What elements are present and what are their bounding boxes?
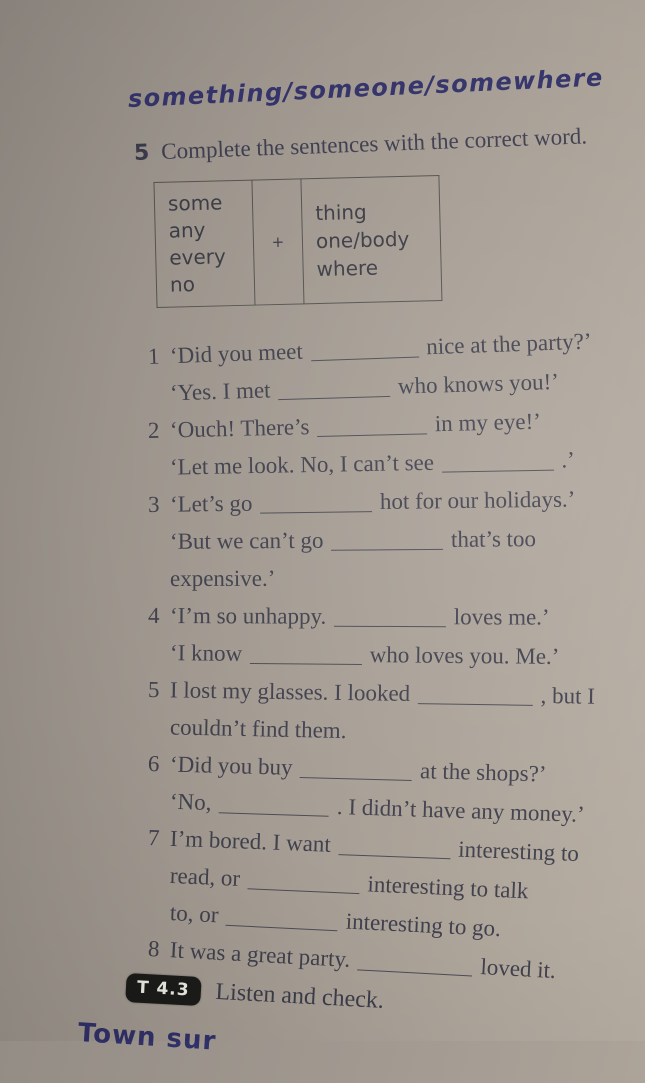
- answer-blank: [278, 381, 390, 400]
- suffix-where: where: [316, 255, 379, 282]
- item-number: 2: [147, 417, 160, 443]
- text-fragment: in my eye!’: [428, 408, 542, 437]
- text-fragment: at the shops?’: [413, 758, 547, 787]
- item-number: [148, 523, 170, 560]
- exercise-instruction-row: [134, 122, 631, 166]
- text-fragment: I’m bored. I want: [169, 825, 338, 858]
- answer-blank: [260, 496, 372, 513]
- text-fragment: ‘Ouch! There’s: [169, 414, 316, 443]
- suffix-one-body: one/body: [315, 226, 410, 254]
- text-fragment: ‘Yes. I met: [169, 377, 277, 406]
- sentence-text: [170, 440, 631, 485]
- sentence-line: [148, 634, 630, 676]
- item-number: [148, 634, 170, 671]
- text-fragment: couldn’t find them.: [169, 714, 347, 744]
- answer-blank: [300, 762, 412, 781]
- prefix-no: no: [169, 272, 196, 297]
- listen-check-instruction: Listen and check.: [214, 978, 385, 1014]
- audio-track-badge: T 4.3: [125, 973, 201, 1006]
- suffix-thing: thing: [314, 199, 367, 226]
- answer-blank: [226, 910, 339, 931]
- sentence-text: [170, 597, 630, 636]
- text-fragment: expensive.’: [169, 565, 276, 591]
- answer-blank: [338, 839, 451, 859]
- sentence-line: [148, 597, 630, 636]
- text-fragment: loved it.: [474, 953, 557, 984]
- text-fragment: .’: [555, 447, 576, 473]
- answer-blank: [331, 534, 443, 551]
- exercise-item-3: [148, 486, 630, 597]
- sentence-line: [148, 520, 630, 560]
- answer-blank: [442, 455, 554, 473]
- text-fragment: ‘No,: [169, 788, 218, 816]
- text-fragment: It was a great party.: [169, 937, 357, 973]
- text-fragment: who loves you. Me.’: [363, 642, 560, 669]
- text-fragment: ‘I’m so unhappy.: [169, 603, 333, 629]
- answer-blank: [357, 954, 473, 976]
- text-fragment: ‘Let’s go: [169, 490, 259, 517]
- item-number: 3: [147, 491, 160, 517]
- text-fragment: to, or: [169, 900, 225, 928]
- exercise-instruction: Complete the sentences with the correct word.: [160, 123, 588, 164]
- item-number: 8: [147, 936, 161, 962]
- sentence-line: [148, 559, 630, 597]
- answer-blank: [317, 418, 427, 437]
- exercise-item-1: [147, 328, 630, 412]
- table-plus-cell: [252, 179, 304, 305]
- exercise-item-6: [147, 745, 630, 827]
- prefix-any: any: [168, 217, 206, 243]
- prefix-every: every: [169, 244, 227, 270]
- text-fragment: . I didn’t have any money.’: [330, 793, 586, 827]
- answer-blank: [247, 873, 360, 894]
- text-fragment: , but I: [534, 682, 596, 709]
- item-number: [148, 708, 171, 745]
- exercise-item-list: [147, 328, 630, 984]
- exercise-item-5: [148, 671, 630, 745]
- item-number: 5: [147, 677, 160, 703]
- sentence-line: [148, 480, 630, 523]
- item-number: [148, 560, 170, 597]
- answer-blank: [219, 797, 329, 816]
- exercise-item-2: [147, 408, 630, 486]
- text-fragment: ‘Let me look. No, I can’t see: [169, 449, 440, 480]
- text-fragment: nice at the party?’: [420, 328, 592, 360]
- text-fragment: read, or: [169, 862, 247, 892]
- sentence-text: [170, 520, 630, 560]
- answer-blank: [310, 342, 418, 362]
- text-fragment: interesting to go.: [339, 908, 502, 942]
- text-fragment: that’s too: [445, 526, 537, 552]
- sentence-text: [170, 559, 630, 597]
- prefix-some: some: [167, 190, 223, 216]
- item-number: 4: [147, 603, 160, 629]
- exercise-number: 5: [133, 140, 150, 166]
- item-number: [148, 449, 171, 486]
- sentence-text: [170, 671, 631, 715]
- text-fragment: hot for our holidays.’: [373, 486, 576, 515]
- item-number: 7: [147, 825, 160, 851]
- item-number: [147, 374, 170, 412]
- item-number: [147, 893, 171, 931]
- sentence-text: [170, 634, 630, 675]
- text-fragment: ‘But we can’t go: [169, 527, 330, 554]
- text-fragment: who knows you!’: [391, 368, 560, 399]
- word-combination-table: [153, 175, 442, 308]
- sentence-line: [148, 440, 631, 486]
- text-fragment: ‘Did you buy: [169, 751, 299, 780]
- item-number: 6: [147, 751, 160, 777]
- answer-blank: [418, 688, 533, 706]
- table-prefix-cell: [154, 180, 255, 307]
- exercise-item-7: [147, 819, 630, 942]
- text-fragment: ‘I know: [169, 640, 249, 666]
- item-number: [147, 856, 171, 894]
- item-number: [147, 782, 170, 820]
- text-fragment: interesting to talk: [361, 871, 529, 904]
- answer-blank: [334, 611, 446, 627]
- table-suffix-cell: [301, 176, 442, 304]
- section-heading: something/someone/somewhere: [127, 63, 605, 113]
- answer-blank: [250, 648, 362, 665]
- item-number: 1: [147, 343, 160, 369]
- plus-sign: +: [271, 232, 285, 252]
- next-section-heading-partial: Town sur: [77, 1018, 218, 1057]
- text-fragment: loves me.’: [447, 604, 550, 630]
- text-fragment: ‘Did you meet: [169, 338, 309, 369]
- text-fragment: interesting to: [452, 836, 580, 867]
- exercise-item-4: [148, 597, 630, 671]
- sentence-text: [170, 480, 630, 523]
- text-fragment: I lost my glasses. I looked: [169, 677, 417, 707]
